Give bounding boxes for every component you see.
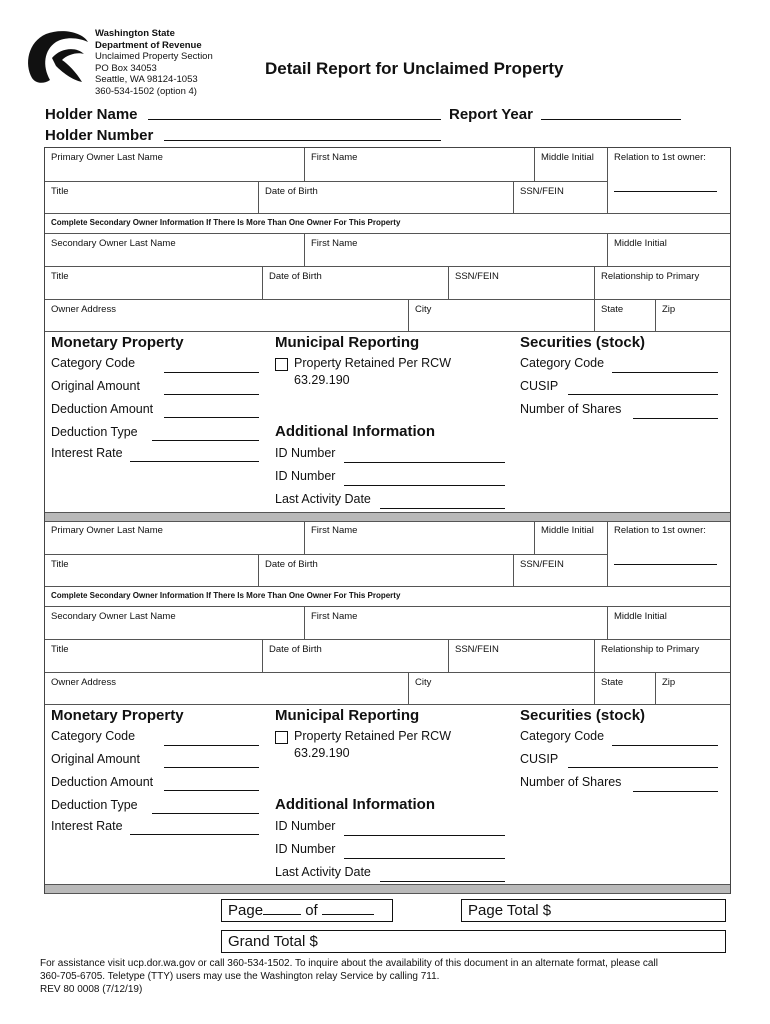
first-name-cell[interactable] [305, 521, 535, 555]
last-activity-field[interactable] [380, 508, 505, 509]
interest-rate-label: Interest Rate [51, 446, 123, 460]
state-cell[interactable] [595, 673, 656, 705]
relation-field[interactable] [614, 564, 717, 565]
ssn-label: SSN/FEIN [520, 186, 564, 197]
first-name-label: First Name [311, 152, 358, 163]
cusip-label: CUSIP [520, 752, 559, 766]
id-number-1-field[interactable] [344, 462, 505, 463]
secondary-middle-initial-label: Middle Initial [614, 611, 667, 622]
cusip-label: CUSIP [520, 379, 559, 393]
first-name-label: First Name [311, 525, 358, 536]
additional-heading: Additional Information [275, 796, 435, 813]
dob-label: Date of Birth [265, 559, 318, 570]
report-year-field[interactable] [541, 119, 681, 120]
secondary-middle-initial-cell[interactable] [608, 234, 730, 267]
relationship-primary-cell[interactable] [595, 640, 730, 673]
secondary-ssn-cell[interactable] [449, 640, 595, 673]
ssn-cell[interactable] [514, 555, 608, 587]
municipal-heading: Municipal Reporting [275, 334, 420, 351]
agency-line5: Seattle, WA 98124-1053 [95, 74, 198, 85]
zip-label: Zip [662, 304, 676, 315]
securities-category-label: Category Code [520, 729, 605, 743]
secondary-middle-initial-cell[interactable] [608, 607, 730, 640]
monetary-heading: Monetary Property [51, 707, 184, 724]
page-total-box[interactable] [461, 899, 726, 922]
secondary-middle-initial-label: Middle Initial [614, 238, 667, 249]
secondary-note-text: Complete Secondary Owner Information If There Is More Than One Owner For This Property [51, 218, 401, 227]
page-total-label: Page Total $ [468, 902, 552, 919]
cusip-field[interactable] [568, 767, 718, 768]
page-number-field[interactable] [263, 902, 301, 915]
middle-initial-label: Middle Initial [541, 152, 594, 163]
securities-heading: Securities (stock) [520, 334, 646, 351]
secondary-dob-label: Date of Birth [269, 644, 322, 655]
deduction-type-label: Deduction Type [51, 425, 138, 439]
last-activity-label: Last Activity Date [275, 865, 371, 879]
deduction-amount-field[interactable] [164, 790, 259, 791]
owner-address-cell[interactable] [45, 673, 409, 705]
page-title: Detail Report for Unclaimed Property [265, 59, 564, 78]
city-label: City [415, 677, 432, 688]
state-cell[interactable] [595, 300, 656, 332]
secondary-dob-cell[interactable] [263, 267, 449, 300]
primary-owner-last-name-label: Primary Owner Last Name [51, 152, 163, 163]
deduction-type-field[interactable] [152, 440, 259, 441]
holder-name-field[interactable] [148, 119, 441, 120]
interest-rate-label: Interest Rate [51, 819, 123, 833]
secondary-first-name-label: First Name [311, 238, 358, 249]
holder-number-label: Holder Number [45, 127, 154, 144]
secondary-title-cell[interactable] [45, 640, 263, 673]
title-cell[interactable] [45, 555, 259, 587]
secondary-first-name-cell[interactable] [305, 607, 608, 640]
relationship-primary-label: Relationship to Primary [601, 271, 700, 282]
monetary-category-field[interactable] [164, 745, 259, 746]
grand-total-box[interactable] [221, 930, 726, 953]
relation-label: Relation to 1st owner: [614, 525, 706, 536]
retained-label: Property Retained Per RCW [294, 356, 452, 370]
last-activity-label: Last Activity Date [275, 492, 371, 506]
middle-initial-label: Middle Initial [541, 525, 594, 536]
middle-initial-cell[interactable] [535, 148, 608, 182]
state-label: State [601, 677, 624, 688]
secondary-ssn-cell[interactable] [449, 267, 595, 300]
retained-label: Property Retained Per RCW [294, 729, 452, 743]
secondary-note [45, 214, 730, 234]
first-name-cell[interactable] [305, 148, 535, 182]
zip-cell[interactable] [656, 673, 730, 705]
of-label: of [305, 902, 318, 919]
original-amount-label: Original Amount [51, 379, 140, 393]
last-activity-field[interactable] [380, 881, 505, 882]
agency-address [95, 28, 213, 97]
securities-category-label: Category Code [520, 356, 605, 370]
id-number-1-label: ID Number [275, 446, 336, 460]
holder-name-label: Holder Name [45, 106, 138, 123]
deduction-type-label: Deduction Type [51, 798, 138, 812]
interest-rate-field[interactable] [130, 834, 259, 835]
city-label: City [415, 304, 432, 315]
retained-checkbox[interactable] [275, 358, 288, 371]
city-cell[interactable] [409, 300, 595, 332]
record-2 [45, 521, 730, 893]
secondary-first-name-cell[interactable] [305, 234, 608, 267]
secondary-last-name-label: Secondary Owner Last Name [51, 238, 176, 249]
original-amount-field[interactable] [164, 394, 259, 395]
owner-address-cell[interactable] [45, 300, 409, 332]
title-label: Title [51, 186, 69, 197]
id-number-2-field[interactable] [344, 858, 505, 859]
footer [40, 957, 730, 996]
secondary-first-name-label: First Name [311, 611, 358, 622]
relation-cell[interactable] [608, 521, 730, 587]
id-number-2-label: ID Number [275, 842, 336, 856]
agency-line1: Washington State [95, 28, 175, 39]
secondary-note-text: Complete Secondary Owner Information If There Is More Than One Owner For This Property [51, 591, 401, 600]
deduction-amount-label: Deduction Amount [51, 402, 154, 416]
primary-owner-last-name-label: Primary Owner Last Name [51, 525, 163, 536]
secondary-dob-cell[interactable] [263, 640, 449, 673]
middle-initial-cell[interactable] [535, 521, 608, 555]
securities-category-field[interactable] [612, 745, 718, 746]
shares-label: Number of Shares [520, 775, 622, 789]
id-number-1-field[interactable] [344, 835, 505, 836]
title-cell[interactable] [45, 182, 259, 214]
secondary-ssn-label: SSN/FEIN [455, 271, 499, 282]
monetary-category-label: Category Code [51, 729, 136, 743]
state-label: State [601, 304, 624, 315]
id-number-2-field[interactable] [344, 485, 505, 486]
id-number-1-label: ID Number [275, 819, 336, 833]
page-of-box[interactable] [221, 899, 393, 922]
monetary-category-label: Category Code [51, 356, 136, 370]
ssn-label: SSN/FEIN [520, 559, 564, 570]
agency-line2: Department of Revenue [95, 39, 202, 51]
agency-line6: 360-534-1502 (option 4) [95, 85, 197, 97]
securities-category-field[interactable] [612, 372, 718, 373]
footer-line2: 360-705-6705. Teletype (TTY) users may use the Washington relay Service by calling 711. [40, 971, 440, 982]
secondary-last-name-cell[interactable] [45, 234, 305, 267]
deduction-amount-field[interactable] [164, 417, 259, 418]
shares-label: Number of Shares [520, 402, 622, 416]
page-label: Page [228, 902, 264, 919]
interest-rate-field[interactable] [130, 461, 259, 462]
original-amount-field[interactable] [164, 767, 259, 768]
monetary-heading: Monetary Property [51, 334, 184, 351]
secondary-last-name-cell[interactable] [45, 607, 305, 640]
relation-label: Relation to 1st owner: [614, 152, 706, 163]
relation-field[interactable] [614, 191, 717, 192]
dob-label: Date of Birth [265, 186, 318, 197]
secondary-dob-label: Date of Birth [269, 271, 322, 282]
agency-line3: Unclaimed Property Section [95, 51, 213, 62]
original-amount-label: Original Amount [51, 752, 140, 766]
secondary-title-label: Title [51, 271, 69, 282]
report-year-label: Report Year [449, 106, 533, 123]
municipal-heading: Municipal Reporting [275, 707, 420, 724]
relationship-primary-cell[interactable] [595, 267, 730, 300]
secondary-last-name-label: Secondary Owner Last Name [51, 611, 176, 622]
primary-owner-last-name-cell[interactable] [45, 148, 305, 182]
retained-checkbox[interactable] [275, 731, 288, 744]
zip-label: Zip [662, 677, 676, 688]
monetary-category-field[interactable] [164, 372, 259, 373]
zip-cell[interactable] [656, 300, 730, 332]
additional-heading: Additional Information [275, 423, 435, 440]
deduction-type-field[interactable] [152, 813, 259, 814]
id-number-2-label: ID Number [275, 469, 336, 483]
shares-field[interactable] [633, 791, 718, 792]
form-bottom-band [45, 884, 730, 894]
page-count-field[interactable] [322, 902, 374, 915]
relation-cell[interactable] [608, 148, 730, 214]
city-cell[interactable] [409, 673, 595, 705]
title-label: Title [51, 559, 69, 570]
deduction-amount-label: Deduction Amount [51, 775, 154, 789]
holder-number-field[interactable] [164, 140, 441, 141]
secondary-title-label: Title [51, 644, 69, 655]
footer-line1: For assistance visit ucp.dor.wa.gov or call 360-534-1502. To inquire about the availability of this document in an alternate format, please call [40, 958, 658, 969]
rcw-label: 63.29.190 [294, 746, 350, 760]
owner-address-label: Owner Address [51, 677, 116, 688]
dob-cell[interactable] [259, 555, 514, 587]
rcw-label: 63.29.190 [294, 373, 350, 387]
secondary-title-cell[interactable] [45, 267, 263, 300]
agency-line4: PO Box 34053 [95, 62, 157, 74]
dob-cell[interactable] [259, 182, 514, 214]
relationship-primary-label: Relationship to Primary [601, 644, 700, 655]
secondary-ssn-label: SSN/FEIN [455, 644, 499, 655]
securities-heading: Securities (stock) [520, 707, 646, 724]
ssn-cell[interactable] [514, 182, 608, 214]
owner-address-label: Owner Address [51, 304, 116, 315]
dor-logo-icon [22, 28, 90, 90]
footer-line3: REV 80 0008 (7/12/19) [40, 984, 143, 995]
shares-field[interactable] [633, 418, 718, 419]
secondary-note [45, 587, 730, 607]
grand-total-label: Grand Total $ [228, 933, 318, 950]
primary-owner-last-name-cell[interactable] [45, 521, 305, 555]
detail-form [44, 147, 731, 894]
cusip-field[interactable] [568, 394, 718, 395]
